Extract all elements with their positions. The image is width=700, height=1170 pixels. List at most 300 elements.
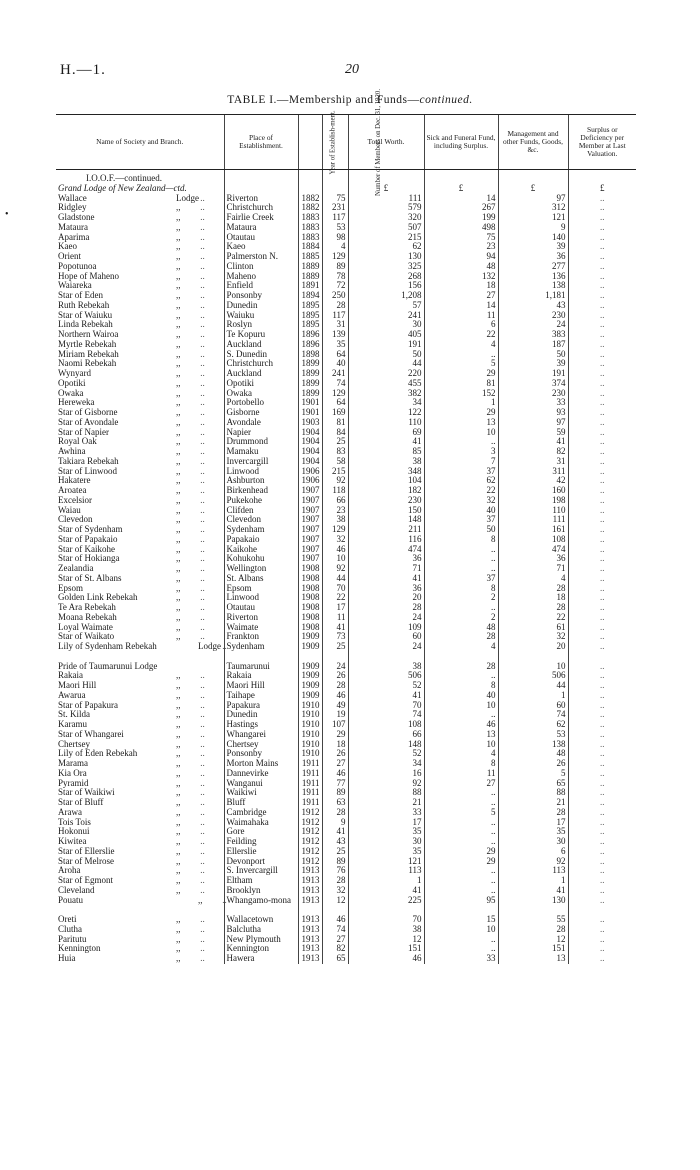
- branch-kind: ,,: [176, 368, 181, 378]
- branch-kind: ,,: [176, 465, 181, 476]
- branch-name: Aparima: [58, 231, 90, 242]
- cell-mgmt: 474: [498, 545, 568, 555]
- cell-place: Hastings: [224, 720, 298, 730]
- table-row: [56, 740, 636, 750]
- cell-mgmt: 161: [498, 525, 568, 535]
- leader-dots: ..: [198, 368, 205, 378]
- cell-mgmt: 59: [498, 428, 568, 438]
- cell-year: 1907: [298, 506, 322, 516]
- cell-sick: ..: [424, 545, 498, 555]
- cell-members: 11: [322, 613, 348, 623]
- cell-place: Wallacetown: [224, 915, 298, 925]
- cell-members: 129: [322, 252, 348, 262]
- cell-sick: 37: [424, 574, 498, 584]
- cell-year: 1913: [298, 886, 322, 896]
- cell-sick: 7: [424, 457, 498, 467]
- cell-year: 1883: [298, 213, 322, 223]
- branch-name: Star of Egmont: [58, 875, 113, 885]
- cell-year: 1896: [298, 330, 322, 340]
- margin-dot: •: [5, 209, 9, 220]
- cell-year: 1891: [298, 281, 322, 291]
- cell-place: Napier: [224, 428, 298, 438]
- branch-name: Waiau: [58, 504, 81, 515]
- cell-members: 83: [322, 447, 348, 457]
- leader-dots: ..: [198, 387, 205, 398]
- cell-sick: 94: [424, 252, 498, 262]
- cell-surplus: ..: [568, 233, 636, 243]
- branch-name: Myrtle Rebekah: [58, 338, 117, 349]
- cell-place: Gore: [224, 827, 298, 837]
- cell-surplus: ..: [568, 886, 636, 896]
- leader-dots: ..: [198, 826, 205, 837]
- cell-worth: 1: [348, 876, 424, 886]
- table-row: [56, 584, 636, 594]
- cell-sick: 29: [424, 408, 498, 418]
- cell-sick: 6: [424, 320, 498, 330]
- cell-place: Ashburton: [224, 476, 298, 486]
- branch-name: Kennington: [58, 943, 101, 954]
- cell-mgmt: 12: [498, 935, 568, 945]
- leader-dots: ..: [198, 524, 205, 534]
- cell-year: 1903: [298, 418, 322, 428]
- cell-year: 1908: [298, 623, 322, 633]
- branch-name: Star of Waikato: [58, 631, 115, 642]
- cell-sick: ..: [424, 554, 498, 564]
- cell-worth: 156: [348, 281, 424, 291]
- cell-place: Epsom: [224, 584, 298, 594]
- table-row: [56, 203, 636, 213]
- cell-mgmt: 24: [498, 320, 568, 330]
- cell-year: 1894: [298, 291, 322, 301]
- branch-name: Maori Hill: [58, 680, 97, 690]
- cell-year: 1913: [298, 954, 322, 964]
- cell-sick: 75: [424, 233, 498, 243]
- cell-members: 46: [322, 545, 348, 555]
- cell-place: Te Kopuru: [224, 330, 298, 340]
- branch-name: Loyal Waimate: [58, 621, 113, 632]
- cell-members: 117: [322, 311, 348, 321]
- table-row: [56, 623, 636, 633]
- cell-surplus: ..: [568, 798, 636, 808]
- cell-surplus: ..: [568, 730, 636, 740]
- cell-year: 1912: [298, 857, 322, 867]
- leader-dots: ..: [198, 611, 205, 622]
- cell-members: 72: [322, 281, 348, 291]
- cell-worth: 36: [348, 554, 424, 564]
- cell-members: 76: [322, 866, 348, 876]
- cell-year: 1913: [298, 876, 322, 886]
- cell-worth: 46: [348, 954, 424, 964]
- cell-place: Gisborne: [224, 408, 298, 418]
- table-row: [56, 291, 636, 301]
- branch-name: Owaka: [58, 387, 84, 398]
- cell-year: 1908: [298, 574, 322, 584]
- table-row: [56, 642, 636, 662]
- cell-mgmt: 28: [498, 808, 568, 818]
- branch-kind: ,,: [176, 251, 181, 261]
- cell-year: 1912: [298, 847, 322, 857]
- cell-worth: 70: [348, 701, 424, 711]
- cell-worth: 66: [348, 730, 424, 740]
- cell-year: 1907: [298, 545, 322, 555]
- cell-surplus: ..: [568, 779, 636, 789]
- cell-year: 1913: [298, 925, 322, 935]
- leader-dots: ..: [198, 592, 205, 603]
- cell-year: 1910: [298, 740, 322, 750]
- leader-dots: ..: [198, 485, 205, 495]
- cell-mgmt: 97: [498, 194, 568, 204]
- leader-dots: ..: [198, 875, 205, 885]
- leader-dots: ..: [198, 748, 205, 759]
- branch-kind: ,,: [176, 543, 181, 554]
- branch-name: Chertsey: [58, 738, 90, 749]
- cell-year: 1913: [298, 896, 322, 916]
- cell-mgmt: 82: [498, 447, 568, 457]
- cell-surplus: ..: [568, 535, 636, 545]
- cell-members: 89: [322, 857, 348, 867]
- cell-mgmt: 4: [498, 574, 568, 584]
- table-row: [56, 720, 636, 730]
- branch-kind: ,,: [176, 241, 181, 252]
- cell-worth: 69: [348, 428, 424, 438]
- cell-worth: 44: [348, 359, 424, 369]
- branch-kind: ,,: [176, 777, 181, 788]
- cell-mgmt: 50: [498, 350, 568, 360]
- cell-members: 25: [322, 437, 348, 447]
- cell-mgmt: 88: [498, 788, 568, 798]
- cell-mgmt: 13: [498, 954, 568, 964]
- cell-sick: 11: [424, 769, 498, 779]
- cell-year: 1908: [298, 613, 322, 623]
- cell-place: Maheno: [224, 272, 298, 282]
- cell-members: 25: [322, 642, 348, 662]
- cell-surplus: ..: [568, 613, 636, 623]
- cell-place: St. Albans: [224, 574, 298, 584]
- leader-dots: ..: [198, 884, 205, 895]
- cell-worth: 348: [348, 467, 424, 477]
- branch-kind: ,,: [176, 221, 181, 232]
- cell-place: Morton Mains: [224, 759, 298, 769]
- cell-place: Kaeo: [224, 242, 298, 252]
- cell-worth: 30: [348, 837, 424, 847]
- table-row: [56, 788, 636, 798]
- branch-kind: ,,: [176, 358, 181, 369]
- cell-members: 78: [322, 272, 348, 282]
- branch-kind: ,,: [176, 299, 181, 310]
- branch-name: Huia: [58, 953, 76, 963]
- branch-name: Miriam Rebekah: [58, 348, 119, 359]
- table-row: [56, 564, 636, 574]
- cell-surplus: ..: [568, 876, 636, 886]
- cell-year: 1908: [298, 603, 322, 613]
- cell-mgmt: 60: [498, 701, 568, 711]
- cell-mgmt: 9: [498, 223, 568, 233]
- leader-dots: ..: [198, 426, 205, 437]
- cell-surplus: ..: [568, 379, 636, 389]
- branch-kind: ,,: [176, 836, 181, 846]
- cell-year: 1910: [298, 730, 322, 740]
- leader-dots: ..: [198, 914, 205, 924]
- cell-worth: 116: [348, 535, 424, 545]
- cell-place: Sydenham: [224, 642, 298, 662]
- cell-surplus: ..: [568, 954, 636, 964]
- table-row: [56, 603, 636, 613]
- cell-worth: 113: [348, 866, 424, 876]
- branch-kind: ,,: [176, 699, 181, 710]
- branch-kind: ,,: [176, 416, 181, 427]
- cell-worth: 241: [348, 311, 424, 321]
- table-row: [56, 359, 636, 369]
- table-title-main: TABLE I.—Membership and Funds—: [227, 94, 420, 106]
- cell-members: 41: [322, 827, 348, 837]
- cell-surplus: ..: [568, 925, 636, 935]
- cell-mgmt: 121: [498, 213, 568, 223]
- leader-dots: ..: [198, 758, 205, 768]
- cell-sick: 62: [424, 476, 498, 486]
- leader-dots: ..: [198, 680, 205, 690]
- branch-kind: ,,: [176, 231, 181, 242]
- branch-kind: ,,: [176, 806, 181, 817]
- cell-mgmt: 277: [498, 262, 568, 272]
- branch-name: Star of Ellerslie: [58, 845, 115, 856]
- cell-sick: 13: [424, 418, 498, 428]
- cell-members: 65: [322, 954, 348, 964]
- cell-year: 1889: [298, 272, 322, 282]
- cell-surplus: ..: [568, 252, 636, 262]
- branch-name: Aroatea: [58, 485, 87, 495]
- branch-name: Pride of Taumarunui Lodge: [58, 660, 158, 671]
- branch-kind: ,,: [176, 816, 181, 827]
- cell-place: Sydenham: [224, 525, 298, 535]
- cell-worth: 151: [348, 944, 424, 954]
- table-row: [56, 671, 636, 681]
- leader-dots: ..: [198, 221, 205, 232]
- cell-mgmt: 108: [498, 535, 568, 545]
- table-row: [56, 272, 636, 282]
- table-row: [56, 857, 636, 867]
- cell-mgmt: 65: [498, 779, 568, 789]
- leader-dots: ..: [198, 407, 205, 417]
- branch-name: Linda Rebekah: [58, 319, 113, 330]
- cell-worth: 191: [348, 340, 424, 350]
- branch-name: Excelsior: [58, 494, 92, 505]
- branch-kind: ,,: [176, 787, 181, 798]
- cell-surplus: ..: [568, 515, 636, 525]
- cell-members: 43: [322, 837, 348, 847]
- cell-members: 27: [322, 759, 348, 769]
- cell-worth: 34: [348, 759, 424, 769]
- branch-kind: ,,: [176, 631, 181, 642]
- table-row: [56, 710, 636, 720]
- cell-place: Enfield: [224, 281, 298, 291]
- cell-place: Ellerslie: [224, 847, 298, 857]
- cell-mgmt: 32: [498, 632, 568, 642]
- cell-sick: 8: [424, 535, 498, 545]
- cell-worth: 50: [348, 350, 424, 360]
- cell-year: 1909: [298, 662, 322, 672]
- cell-mgmt: 187: [498, 340, 568, 350]
- cell-place: Kennington: [224, 944, 298, 954]
- cell-place: Riverton: [224, 613, 298, 623]
- branch-name: Clevedon: [58, 514, 93, 525]
- leader-dots: ..: [198, 309, 205, 320]
- cell-surplus: ..: [568, 291, 636, 301]
- branch-kind: ,,: [176, 524, 181, 534]
- cell-surplus: ..: [568, 915, 636, 925]
- cell-members: 215: [322, 467, 348, 477]
- table-row: [56, 691, 636, 701]
- cell-members: 129: [322, 389, 348, 399]
- cell-place: Waimahaka: [224, 818, 298, 828]
- cell-surplus: ..: [568, 418, 636, 428]
- table-row: [56, 496, 636, 506]
- branch-name: Ridgley: [58, 202, 87, 213]
- branch-kind: ,,: [176, 270, 181, 281]
- branch-kind: ,,: [176, 738, 181, 749]
- cell-worth: 88: [348, 788, 424, 798]
- branch-kind: ,,: [176, 455, 181, 466]
- cell-place: Taihape: [224, 691, 298, 701]
- cell-place: S. Dunedin: [224, 350, 298, 360]
- cell-surplus: ..: [568, 642, 636, 662]
- col-header-sick: Sick and Funeral Fund, including Surplus.: [424, 115, 498, 170]
- table-row: [56, 506, 636, 516]
- table-row: [56, 545, 636, 555]
- cell-sick: ..: [424, 944, 498, 954]
- branch-kind: ,,: [176, 728, 181, 739]
- cell-members: 22: [322, 593, 348, 603]
- cell-members: 24: [322, 662, 348, 672]
- cell-mgmt: 21: [498, 798, 568, 808]
- cell-members: 10: [322, 554, 348, 564]
- cell-place: Brooklyn: [224, 886, 298, 896]
- cell-worth: 35: [348, 847, 424, 857]
- cell-surplus: ..: [568, 710, 636, 720]
- cell-year: 1908: [298, 564, 322, 574]
- cell-members: 46: [322, 769, 348, 779]
- col-header-year: [298, 110, 337, 175]
- cell-worth: 382: [348, 389, 424, 399]
- unit-surplus: £: [568, 184, 636, 194]
- branch-kind: ,,: [176, 621, 181, 632]
- cell-worth: 24: [348, 613, 424, 623]
- cell-sick: 2: [424, 613, 498, 623]
- cell-members: 74: [322, 925, 348, 935]
- cell-sick: 23: [424, 242, 498, 252]
- cell-members: 4: [322, 242, 348, 252]
- cell-sick: 5: [424, 359, 498, 369]
- cell-year: 1883: [298, 223, 322, 233]
- branch-kind: ,,: [176, 719, 181, 729]
- cell-place: Papakaio: [224, 535, 298, 545]
- table-row: [56, 847, 636, 857]
- cell-surplus: ..: [568, 818, 636, 828]
- cell-surplus: ..: [568, 496, 636, 506]
- leader-dots: ..: [198, 251, 205, 261]
- branch-kind: ,,: [176, 602, 181, 612]
- cell-year: 1907: [298, 515, 322, 525]
- branch-kind: ,,: [176, 407, 181, 417]
- branch-kind: ,,: [176, 933, 181, 944]
- branch-name: Star of Whangarei: [58, 728, 124, 739]
- branch-name: Wallace: [58, 192, 87, 203]
- table-row: [56, 428, 636, 438]
- cell-sick: ..: [424, 437, 498, 447]
- cell-surplus: ..: [568, 340, 636, 350]
- cell-sick: ..: [424, 798, 498, 808]
- branch-kind: ,,: [176, 572, 181, 583]
- cell-surplus: ..: [568, 808, 636, 818]
- cell-mgmt: 44: [498, 681, 568, 691]
- cell-sick: ..: [424, 935, 498, 945]
- cell-members: 241: [322, 369, 348, 379]
- cell-members: 77: [322, 779, 348, 789]
- cell-worth: 16: [348, 769, 424, 779]
- cell-mgmt: 28: [498, 584, 568, 594]
- cell-sick: ..: [424, 837, 498, 847]
- cell-sick: 10: [424, 428, 498, 438]
- cell-mgmt: 1: [498, 691, 568, 701]
- cell-place: Wellington: [224, 564, 298, 574]
- cell-worth: 148: [348, 740, 424, 750]
- leader-dots: ..: [198, 270, 205, 281]
- cell-place: Palmerston N.: [224, 252, 298, 262]
- cell-members: 73: [322, 632, 348, 642]
- cell-year: 1907: [298, 535, 322, 545]
- branch-kind: ,,: [176, 348, 181, 359]
- cell-worth: 506: [348, 671, 424, 681]
- table-row: [56, 886, 636, 896]
- table-row: [56, 837, 636, 847]
- cell-year: 1896: [298, 340, 322, 350]
- cell-mgmt: 140: [498, 233, 568, 243]
- leader-dots: ..: [220, 894, 227, 905]
- cell-place: Mamaku: [224, 447, 298, 457]
- leader-dots: ..: [198, 689, 205, 700]
- branch-kind: ,,: [176, 504, 181, 515]
- cell-members: 18: [322, 740, 348, 750]
- branch-kind: ,,: [176, 797, 181, 807]
- cell-mgmt: 97: [498, 418, 568, 428]
- cell-sick: 267: [424, 203, 498, 213]
- cell-place: Pukekohe: [224, 496, 298, 506]
- branch-kind: ,,: [176, 943, 181, 954]
- cell-mgmt: 230: [498, 389, 568, 399]
- table-row: [56, 935, 636, 945]
- section-order: I.O.O.F.—continued.: [86, 173, 163, 183]
- table-row: [56, 827, 636, 837]
- table-row: [56, 613, 636, 623]
- cell-place: Birkenhead: [224, 486, 298, 496]
- table-title-suffix: continued.: [419, 94, 473, 106]
- cell-mgmt: 36: [498, 252, 568, 262]
- leader-dots: ..: [198, 728, 205, 739]
- branch-name: Zealandia: [58, 563, 94, 573]
- cell-place: Mataura: [224, 223, 298, 233]
- cell-year: 1912: [298, 818, 322, 828]
- leader-dots: ..: [198, 738, 205, 749]
- cell-members: 89: [322, 788, 348, 798]
- cell-surplus: ..: [568, 866, 636, 876]
- cell-worth: 52: [348, 749, 424, 759]
- cell-place: Whangarei: [224, 730, 298, 740]
- cell-mgmt: 43: [498, 301, 568, 311]
- leader-dots: ..: [198, 416, 205, 427]
- cell-sick: 32: [424, 496, 498, 506]
- leader-dots: ..: [198, 865, 205, 876]
- cell-worth: 24: [348, 642, 424, 662]
- cell-worth: 325: [348, 262, 424, 272]
